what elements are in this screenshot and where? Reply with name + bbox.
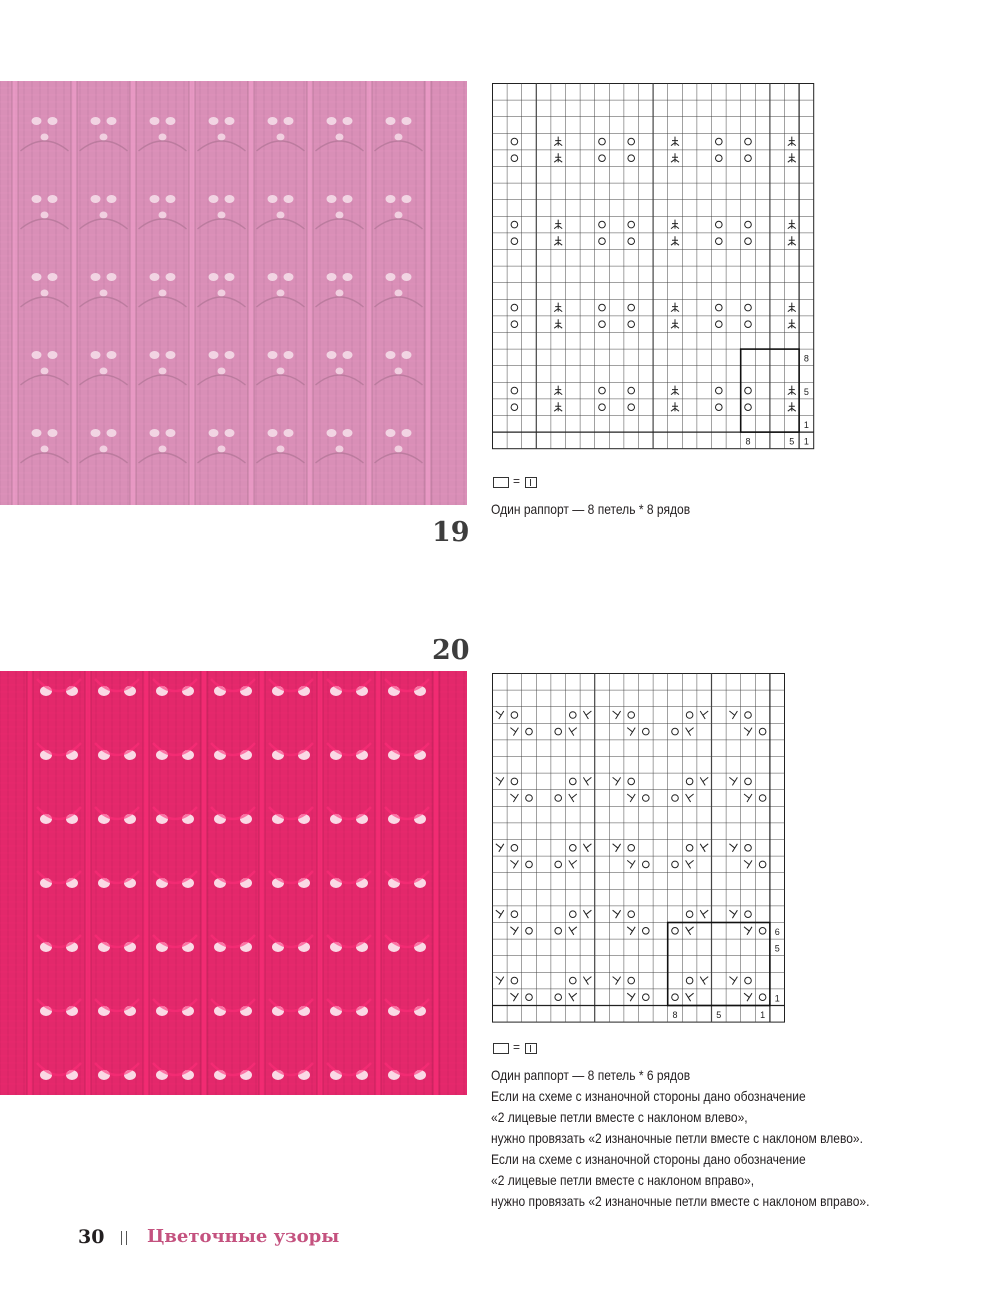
chart-row-number: 5: [774, 943, 780, 954]
pattern-19-photo: [0, 81, 467, 505]
description-line: Если на схеме с изнаночной стороны дано обозначение: [491, 1088, 806, 1104]
chart-row-number: 6: [774, 927, 780, 938]
description-line: Один раппорт — 8 петель * 6 рядов: [491, 1067, 691, 1083]
knit-symbol-icon: [493, 1043, 509, 1054]
pattern-20-chart: [490, 671, 850, 1039]
chart-column-number: 1: [760, 1010, 766, 1021]
description-line: «2 лицевые петли вместе с наклоном влево»,: [491, 1109, 748, 1125]
chart-row-number: 1: [803, 420, 809, 431]
description-line: Один раппорт — 8 петель * 8 рядов: [491, 501, 691, 517]
chart-column-number: 5: [789, 436, 795, 447]
description-line: нужно провязать «2 изнаночные петли вместе с наклоном вправо».: [491, 1193, 870, 1209]
description-line: Если на схеме с изнаночной стороны дано обозначение: [491, 1151, 806, 1167]
bar-symbol-icon: [525, 1043, 537, 1054]
bar-symbol-icon: [525, 477, 537, 488]
pattern-20-number: 20: [432, 635, 470, 666]
chart-row-number: 8: [803, 353, 809, 364]
page-number: 30: [78, 1226, 105, 1248]
pattern-19-description: [491, 499, 690, 520]
chart-column-number: 5: [716, 1010, 722, 1021]
footer-divider: [121, 1231, 127, 1245]
chart-column-number: 8: [672, 1010, 678, 1021]
chart-row-number: 1: [774, 993, 780, 1004]
knit-texture: [0, 671, 467, 1095]
pattern-19-chart: [490, 81, 880, 471]
knit-texture: [0, 81, 467, 505]
chart-column-number: 8: [745, 436, 751, 447]
chart-column-number: 1: [803, 436, 809, 447]
description-line: нужно провязать «2 изнаночные петли вместе с наклоном влево».: [491, 1130, 863, 1146]
chart-grid: [490, 671, 850, 1034]
pattern-20-description: [491, 1065, 869, 1212]
pattern-19-number: 19: [432, 517, 470, 548]
section-title: Цветочные узоры: [147, 1226, 340, 1247]
chart-row-number: 5: [803, 386, 809, 397]
chart-grid: [490, 81, 880, 466]
knit-symbol-icon: [493, 477, 509, 488]
description-line: «2 лицевые петли вместе с наклоном вправо»,: [491, 1172, 755, 1188]
pattern-20-photo: [0, 671, 467, 1095]
